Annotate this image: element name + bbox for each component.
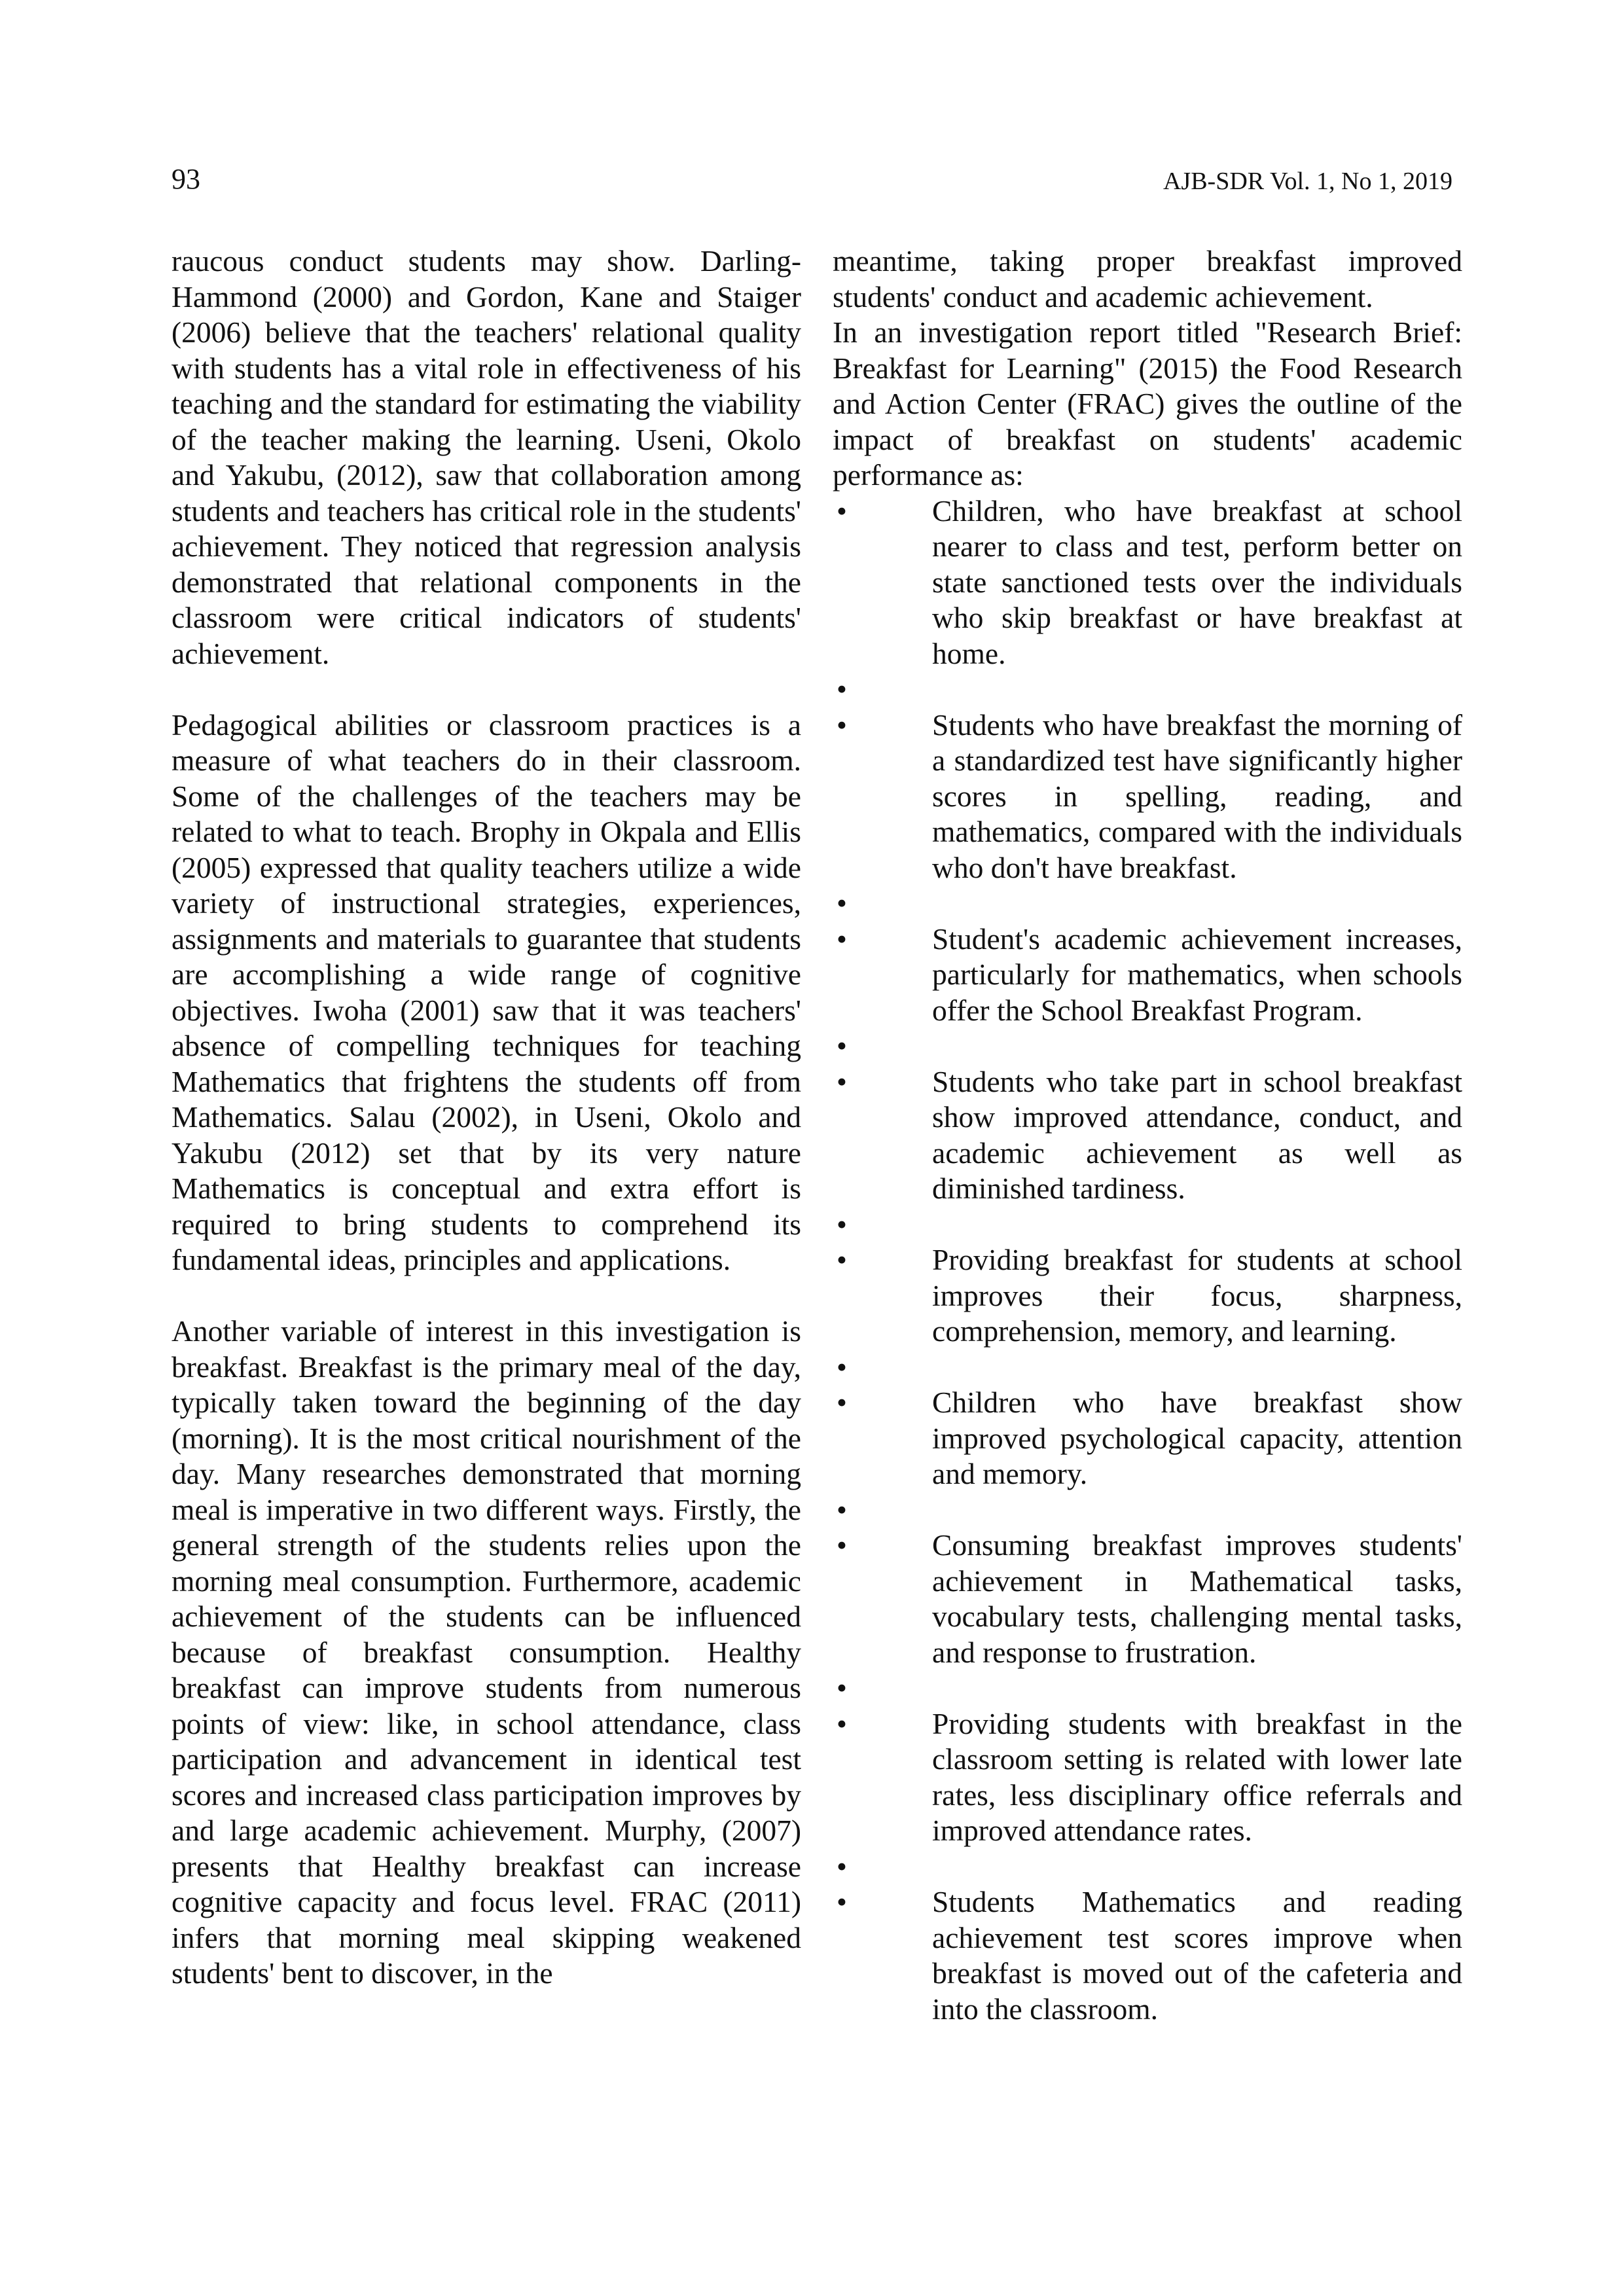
empty-bullet — [833, 1670, 1462, 1706]
bullet-icon: • — [837, 672, 847, 706]
list-item-text: Students Mathematics and reading achievement test scores improve when breakfast is moved out of the cafeteria and into the classroom. — [932, 1885, 1462, 2026]
findings-list — [833, 493, 1462, 2028]
list-item — [833, 1706, 1462, 1849]
left-column — [171, 243, 801, 1992]
list-item-text: Children who have breakfast show improved psychological capacity, attention and memory. — [932, 1386, 1462, 1490]
bullet-icon: • — [837, 1885, 847, 1918]
list-item-text: Providing students with breakfast in the classroom setting is related with lower late rates, less disciplinary office referrals and improved attendance rates. — [932, 1706, 1462, 1847]
list-item — [833, 1064, 1462, 1207]
list-item-text: Providing breakfast for students at school improves their focus, sharpness, comprehension, memory, and learning. — [932, 1243, 1462, 1348]
bullet-icon: • — [837, 1207, 847, 1241]
empty-bullet — [833, 1207, 1462, 1243]
bullet-icon: • — [837, 1243, 847, 1276]
bullet-icon: • — [837, 1386, 847, 1419]
bullet-icon: • — [837, 1029, 847, 1062]
list-item-text: Students who take part in school breakfast show improved attendance, conduct, and academic achievement as well as diminished tardiness. — [932, 1064, 1462, 1205]
paragraph: Another variable of interest in this investigation is breakfast. Breakfast is the primary meal of the day, typically taken toward the beginning of the day (morning). It is the most critical nourishment of the day. Many researches demonstrated that morning meal is imperative in two different ways. Firstly, the general strength of the students relies upon the morning meal consumption. Furthermore, academic achievement of the students can be influenced because of breakfast consumption. Healthy breakfast can improve students from numerous points of view: like, in school attendance, class participation and advancement in identical test scores and increased class participation improves by and large academic achievement. Murphy, (2007) presents that Healthy breakfast can increase cognitive capacity and focus level. FRAC (2011) infers that morning meal skipping weakened students' bent to discover, in the — [171, 1314, 801, 1990]
bullet-icon: • — [837, 493, 847, 528]
paragraph-intro: In an investigation report titled "Research Brief: Breakfast for Learning" (2015) the Food Research and Action Center (FRAC) gives the outline of the impact of breakfast on students' academic performance as: — [833, 315, 1462, 492]
bullet-icon: • — [837, 1706, 847, 1740]
bullet-icon: • — [837, 1671, 847, 1704]
list-item — [833, 708, 1462, 886]
bullet-icon: • — [837, 1528, 847, 1562]
bullet-icon: • — [837, 708, 847, 742]
bullet-icon: • — [837, 1849, 847, 1883]
bullet-icon: • — [837, 1064, 847, 1098]
paragraph-continuation: meantime, taking proper breakfast improved students' conduct and academic achievement. — [833, 244, 1462, 314]
list-item-text: Students who have breakfast the morning of a standardized test have significantly higher scores in spelling, reading, and mathematics, compared with the individuals who don't have breakfast. — [932, 708, 1462, 884]
bullet-icon: • — [837, 886, 847, 920]
list-item — [833, 1528, 1462, 1670]
empty-bullet — [833, 672, 1462, 708]
list-item-text: Children, who have breakfast at school nearer to class and test, perform better on state sanctioned tests over the individuals who skip breakfast or have breakfast at home. — [932, 493, 1462, 670]
list-item — [833, 1884, 1462, 2027]
page-number: 93 — [171, 163, 200, 195]
empty-bullet — [833, 1350, 1462, 1386]
bullet-icon: • — [837, 1350, 847, 1384]
list-item — [833, 1385, 1462, 1492]
empty-bullet — [833, 886, 1462, 922]
bullet-icon: • — [837, 922, 847, 956]
journal-reference: AJB-SDR Vol. 1, No 1, 2019 — [1163, 168, 1453, 195]
list-item-text: Student's academic achievement increases, particularly for mathematics, when schools offer the School Breakfast Program. — [932, 922, 1462, 1027]
right-column — [833, 243, 1462, 2027]
empty-bullet — [833, 1492, 1462, 1528]
paragraph: raucous conduct students may show. Darling-Hammond (2000) and Gordon, Kane and Staiger (2006) believe that the teachers' relational quality with students has a vital role in effectiveness of his teaching and the standard for estimating the viability of the teacher making the learning. Useni, Okolo and Yakubu, (2012), saw that collaboration among students and teachers has critical role in the students' achievement. They noticed that regression analysis demonstrated that relational components in the classroom were critical indicators of students' achievement. — [171, 244, 801, 670]
list-item — [833, 493, 1462, 672]
list-item — [833, 922, 1462, 1029]
list-item-text: Consuming breakfast improves students' achievement in Mathematical tasks, vocabulary tests, challenging mental tasks, and response to frustration. — [932, 1528, 1462, 1669]
paragraph: Pedagogical abilities or classroom practices is a measure of what teachers do in their classroom. Some of the challenges of the teachers may be related to what to teach. Brophy in Okpala and Ellis (2005) expressed that quality teachers utilize a wide variety of instructional strategies, experiences, assignments and materials to guarantee that students are accomplishing a wide range of cognitive objectives. Iwoha (2001) saw that it was teachers' absence of compelling techniques for teaching Mathematics that frightens the students off from Mathematics. Salau (2002), in Useni, Okolo and Yakubu (2012) set that by its very nature Mathematics is conceptual and extra effort is required to bring students to comprehend its fundamental ideas, principles and applications. — [171, 708, 801, 1276]
bullet-icon: • — [837, 1492, 847, 1526]
empty-bullet — [833, 1028, 1462, 1064]
empty-bullet — [833, 1849, 1462, 1885]
list-item — [833, 1242, 1462, 1350]
